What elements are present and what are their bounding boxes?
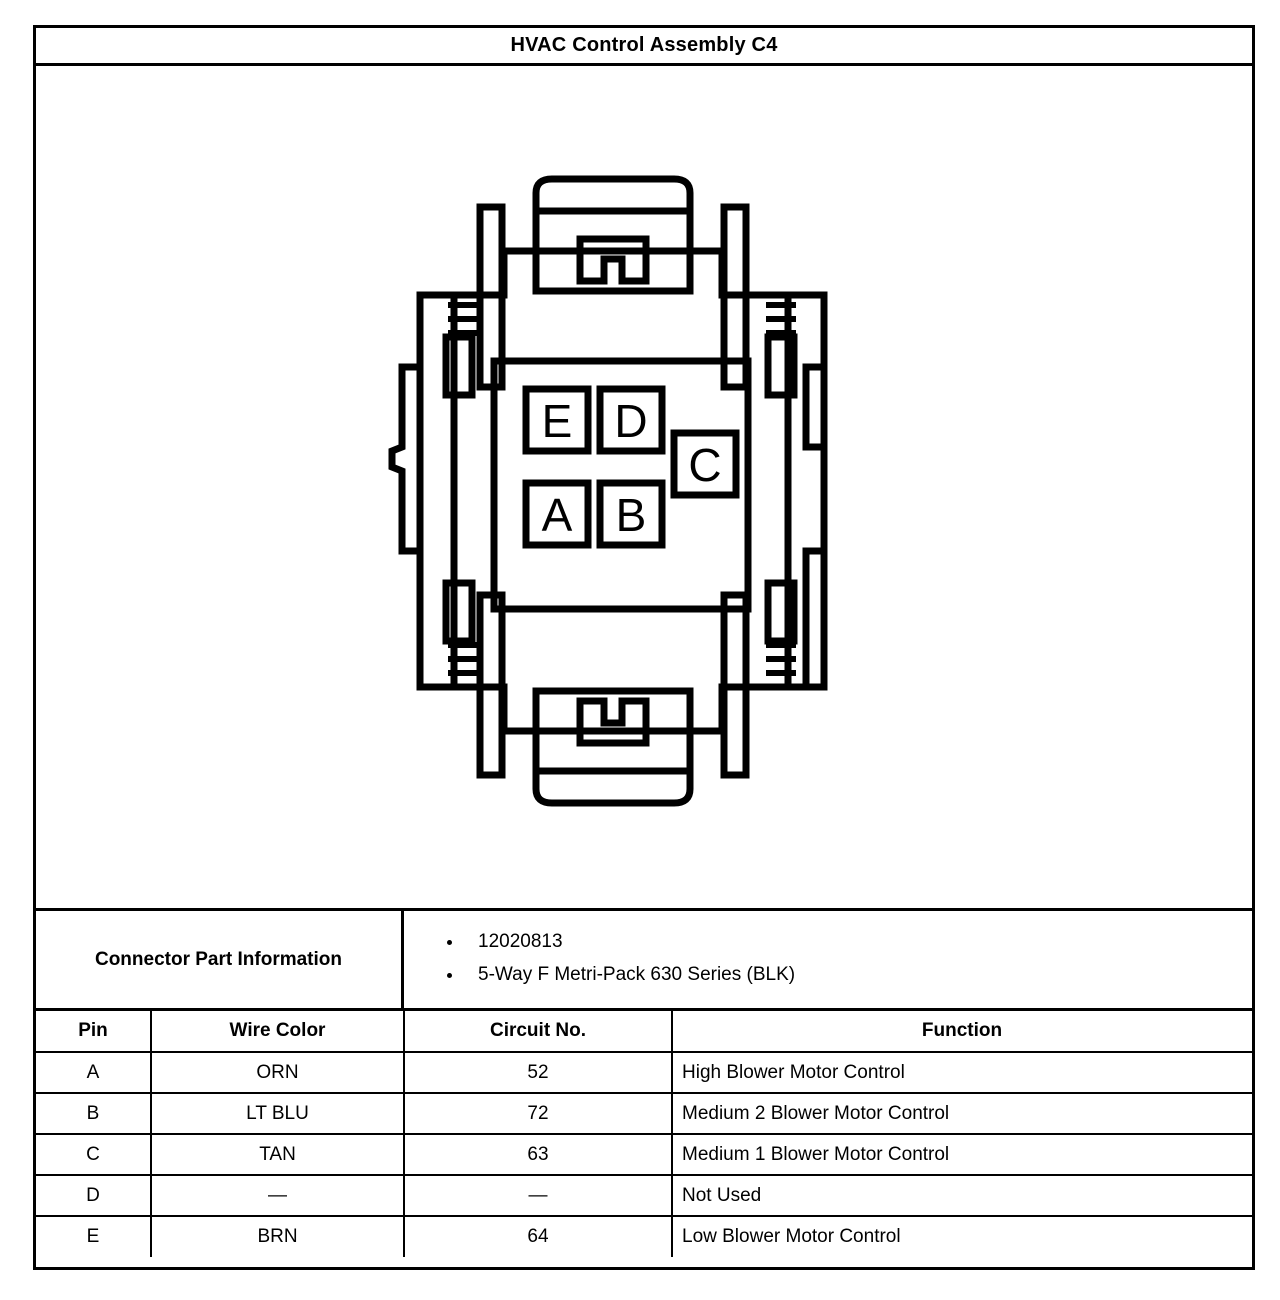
connector-diagram-area [36, 66, 1252, 911]
cell-wire-color: BRN [151, 1216, 404, 1257]
cell-wire-color: ORN [151, 1052, 404, 1093]
part-info-values [404, 911, 1252, 1008]
part-info-label: Connector Part Information [36, 911, 404, 1008]
cavity-label-b: B [615, 489, 647, 541]
list-item: • 5-Way F Metri-Pack 630 Series (BLK) [464, 958, 1252, 991]
cell-pin: D [36, 1175, 151, 1216]
cell-wire-color: TAN [151, 1134, 404, 1175]
column-header-pin: Pin [36, 1011, 151, 1052]
cell-function: Low Blower Motor Control [672, 1216, 1252, 1257]
cell-wire-color: — [151, 1175, 404, 1216]
connector-illustration [384, 171, 904, 811]
cavity-label-e: E [541, 395, 573, 447]
list-item: • 12020813 [464, 925, 1252, 958]
cell-circuit: 52 [404, 1052, 672, 1093]
cell-circuit: 72 [404, 1093, 672, 1134]
cavity-label-d: D [614, 395, 648, 447]
cell-circuit: 64 [404, 1216, 672, 1257]
table-row [36, 1175, 1252, 1216]
table-row [36, 1052, 1252, 1093]
cell-circuit: — [404, 1175, 672, 1216]
cell-pin: B [36, 1093, 151, 1134]
column-header-function: Function [672, 1011, 1252, 1052]
column-header-wire-color: Wire Color [151, 1011, 404, 1052]
table-row [36, 1093, 1252, 1134]
cell-function: High Blower Motor Control [672, 1052, 1252, 1093]
cell-pin: C [36, 1134, 151, 1175]
table-header-row [36, 1011, 1252, 1052]
connector-part-information [36, 911, 1252, 1011]
pin-table [36, 1011, 1252, 1257]
cell-pin: E [36, 1216, 151, 1257]
cavity-label-c: C [688, 439, 722, 491]
connector-sheet [33, 25, 1255, 1270]
cell-function: Medium 1 Blower Motor Control [672, 1134, 1252, 1175]
cell-function: Not Used [672, 1175, 1252, 1216]
table-row [36, 1216, 1252, 1257]
cell-pin: A [36, 1052, 151, 1093]
cavity-label-a: A [541, 489, 573, 541]
page-title: HVAC Control Assembly C4 [510, 34, 778, 56]
table-row [36, 1134, 1252, 1175]
cell-function: Medium 2 Blower Motor Control [672, 1093, 1252, 1134]
column-header-circuit-no: Circuit No. [404, 1011, 672, 1052]
cell-wire-color: LT BLU [151, 1093, 404, 1134]
sheet-title-bar [36, 28, 1252, 66]
cell-circuit: 63 [404, 1134, 672, 1175]
